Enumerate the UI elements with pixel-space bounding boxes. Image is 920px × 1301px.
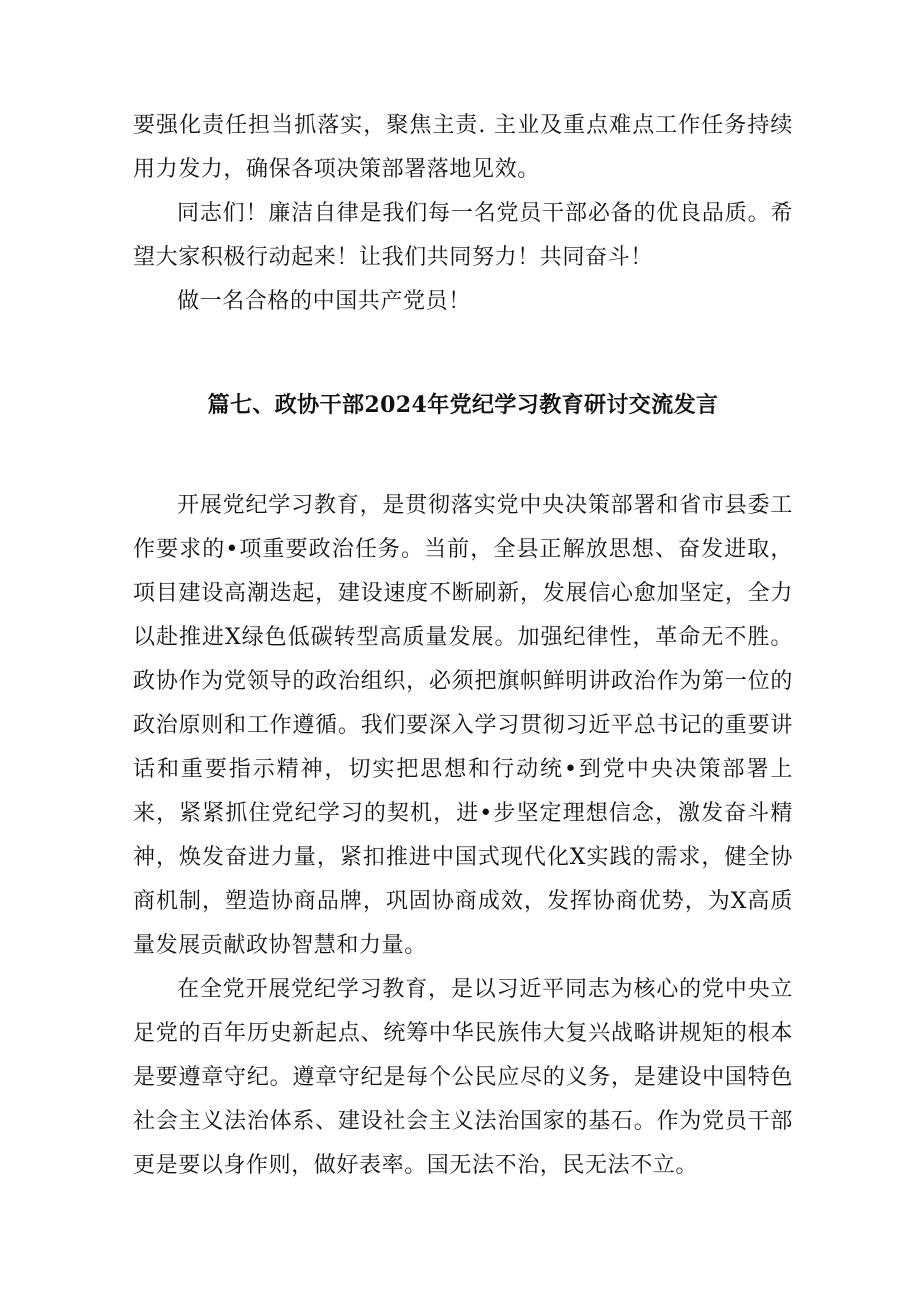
body-section xyxy=(133,484,793,1188)
intro-paragraph-1: 要强化责任担当抓落实，聚焦主责. 主业及重点难点工作任务持续用力发力，确保各项决策部署落地见效。 xyxy=(133,113,793,182)
body-paragraph-1: 开展党纪学习教育，是贯彻落实党中央决策部署和省市县委工作要求的•项重要政治任务。当前，全县正解放思想、奋发进取，项目建设高潮迭起，建设速度不断刷新，发展信心愈加坚定，全力以赴推进X绿色低碳转型高质量发展。加强纪律性，革命无不胜。政协作为党领导的政治组织，必须把旗帜鲜明讲政治作为第一位的政治原则和工作遵循。我们要深入学习贯彻习近平总书记的重要讲话和重要指示精神，切实把思想和行动统•到党中央决策部署上来，紧紧抓住党纪学习的契机，进•步坚定理想信念，激发奋斗精神，焕发奋进力量，紧扣推进中国式现代化X实践的需求，健全协商机制，塑造协商品牌，巩固协商成效，发挥协商优势，为X高质量发展贡献政协智慧和力量。 xyxy=(133,493,793,958)
intro-paragraph-2: 同志们！廉洁自律是我们每一名党员干部必备的优良品质。希望大家积极行动起来！让我们共同努力！共同奋斗！ xyxy=(133,201,793,270)
section-title: 篇七、政协干部2024年党纪学习教育研讨交流发言 xyxy=(207,392,719,418)
intro-paragraph-3: 做一名合格的中国共产党员！ xyxy=(177,289,471,314)
intro-section xyxy=(133,104,793,324)
body-paragraph-2: 在全党开展党纪学习教育，是以习近平同志为核心的党中央立足党的百年历史新起点、统筹中华民族伟大复兴战略讲规矩的根本是要遵章守纪。遵章守纪是每个公民应尽的义务，是建设中国特色社会主义法治体系、建设社会主义法治国家的基石。作为党员干部更是要以身作则，做好表率。国无法不治，民无法不立。 xyxy=(133,977,793,1178)
